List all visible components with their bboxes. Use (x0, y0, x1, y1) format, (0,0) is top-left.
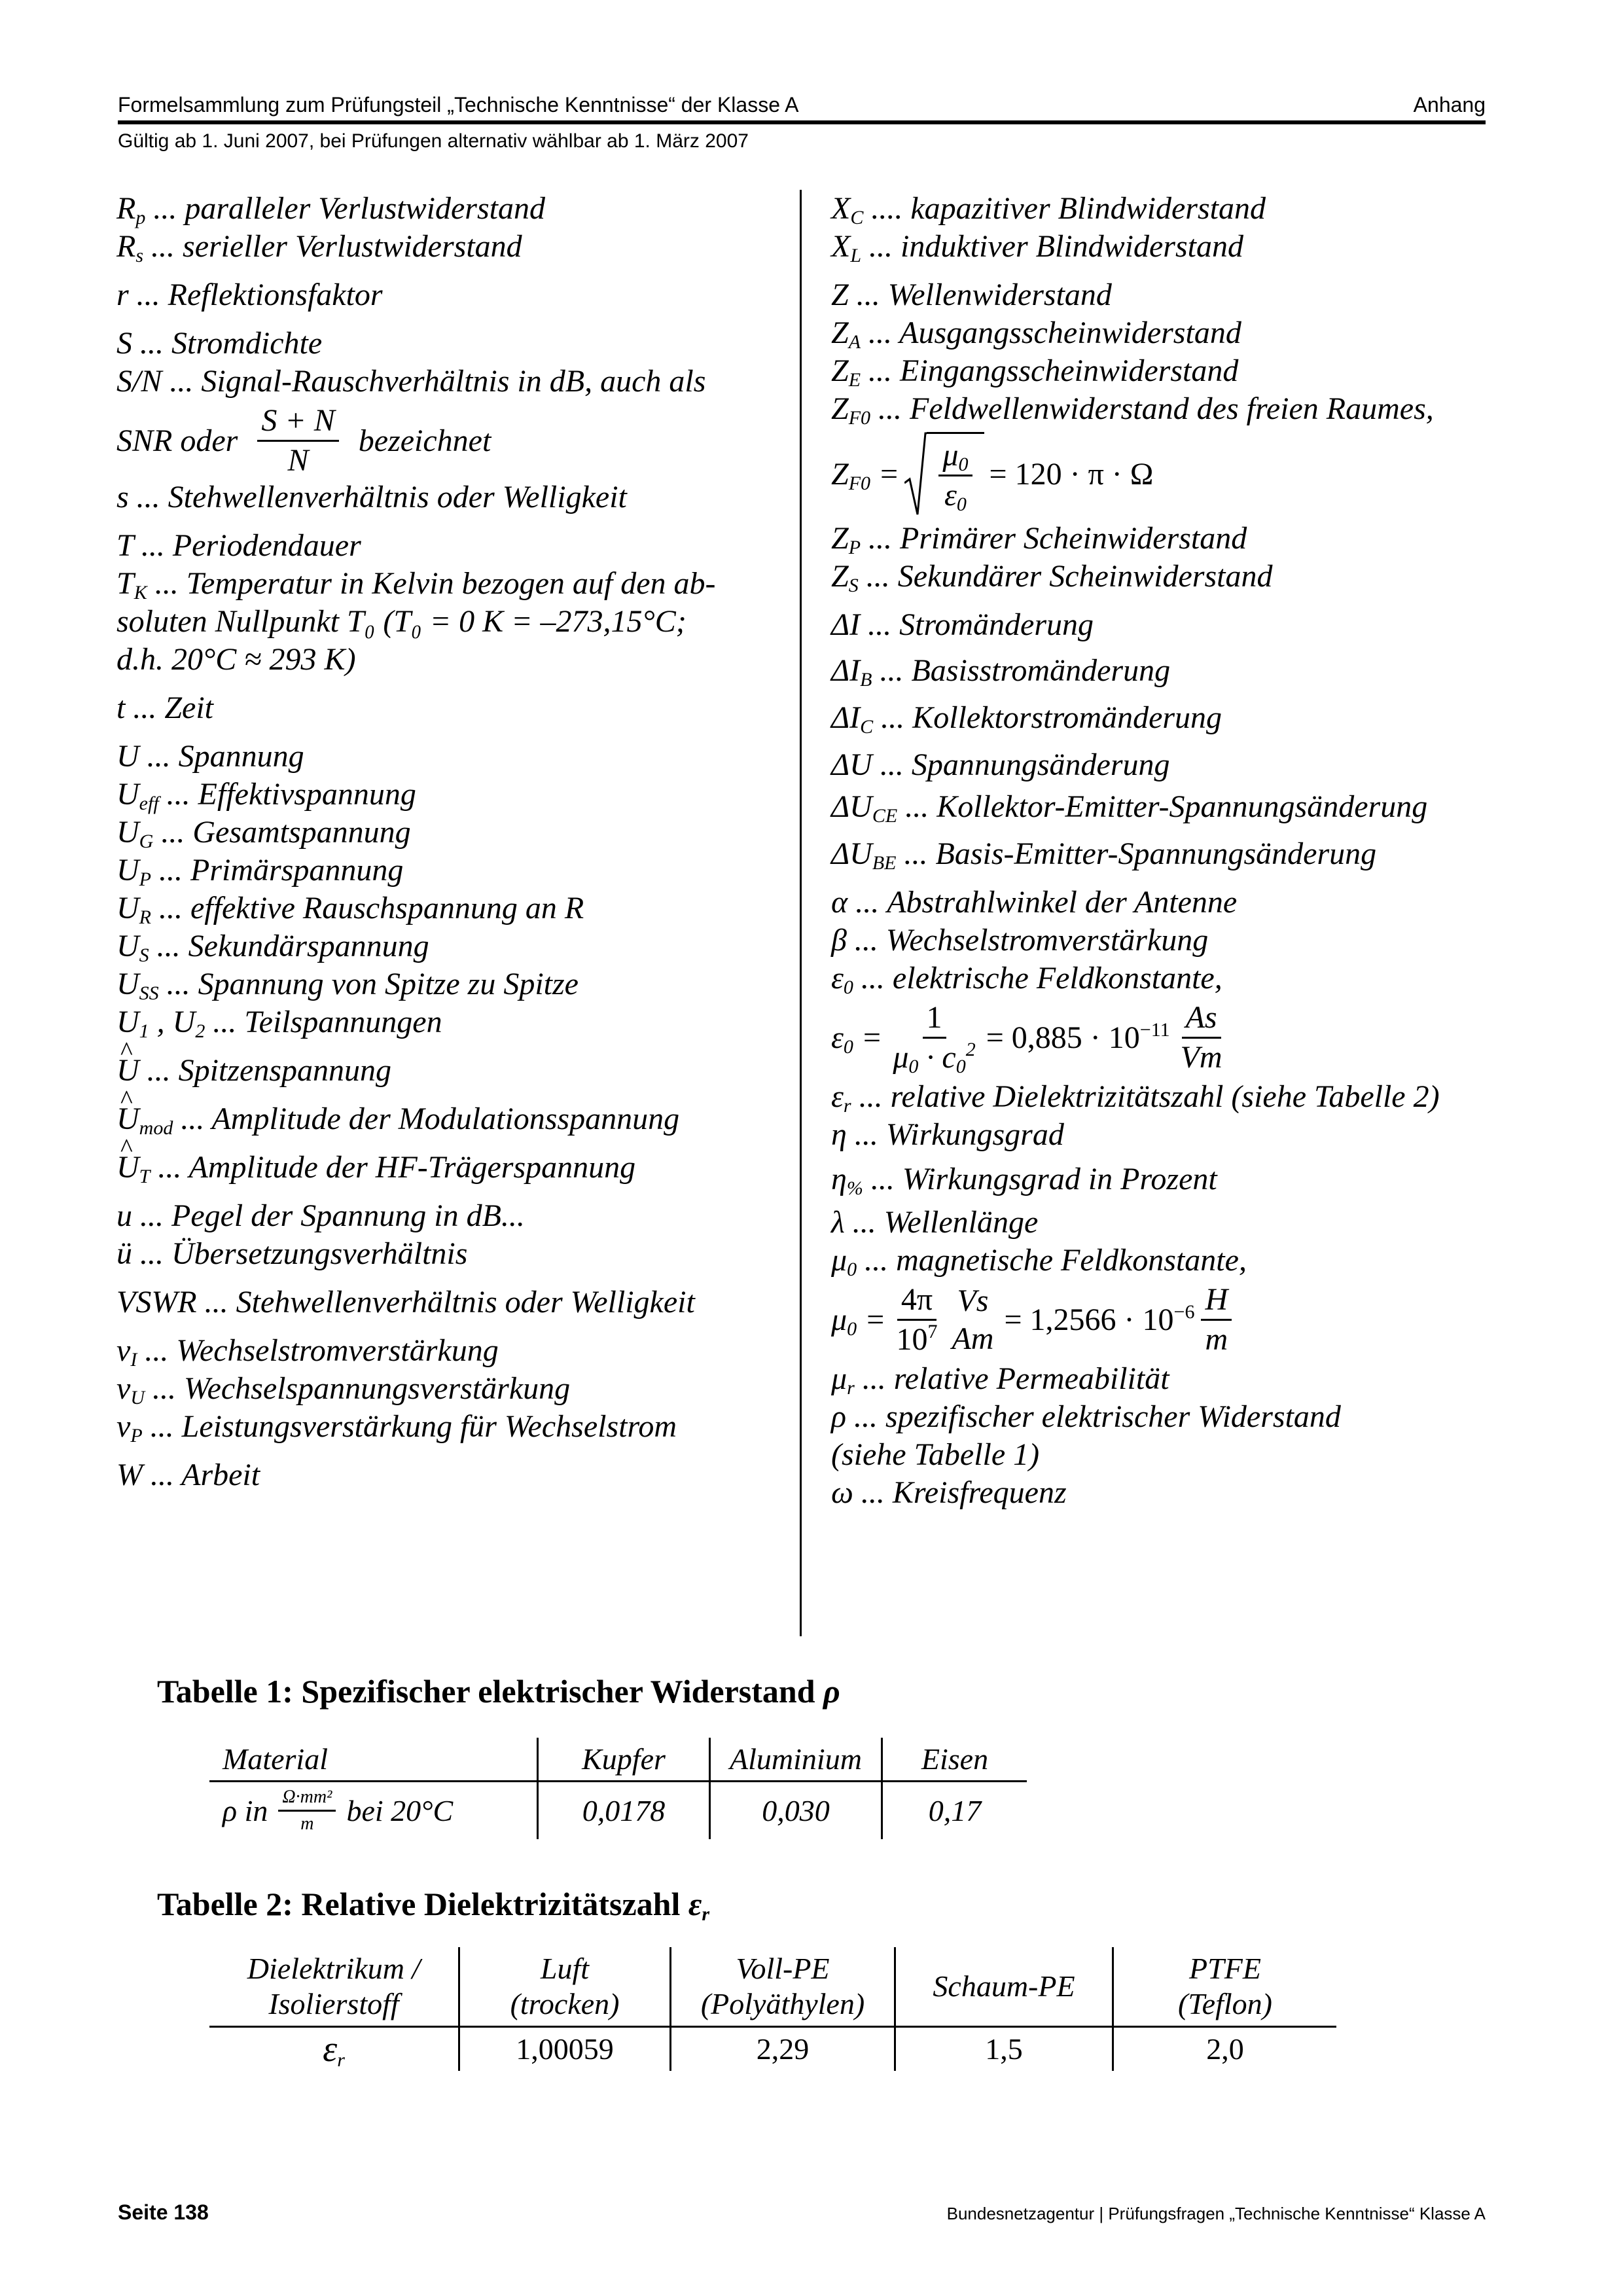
table2-header-ptfe: PTFE (Teflon) (1113, 1947, 1337, 2027)
table1-header-material: Material (209, 1738, 538, 1782)
table1-value-iron: 0,17 (882, 1782, 1027, 1840)
def-eta-pct: $\eta_{\%}$ ... Wirkungsgrad in Prozent (831, 1162, 1217, 1199)
page-number: Seite 138 (118, 2200, 209, 2224)
def-rp: $R_p$ ... paralleler Verlustwiderstand (116, 191, 545, 228)
def-ur: $U_R$ ... effektive Rauschspannung an R (116, 891, 584, 928)
def-s-current-density: S ... Stromdichte (116, 326, 323, 361)
def-delta-uce: $\Delta U_{CE}$ ... Kollektor-Emitter-Spannungsänderung (831, 789, 1428, 827)
def-rho-ref: (siehe Tabelle 1) (831, 1437, 1040, 1472)
eps0-formula: $\varepsilon_0$ = $\frac{1}{\mu_0 \cdot c_0^2}$ = $0,885 \cdot 10^{-11}$ $\frac{As}{Vm}$ (831, 1000, 1222, 1077)
table2-header-dielectric: Dielektrikum / Isolierstoff (209, 1947, 459, 2027)
def-xc: $X_C$ .... kapazitiver Blindwiderstand (831, 191, 1266, 228)
def-xl: $X_L$ ... induktiver Blindwiderstand (831, 229, 1243, 266)
table1-header-row (209, 1738, 1027, 1782)
table1-row-rho (209, 1782, 1027, 1840)
def-rs: $R_s$ ... serieller Verlustwiderstand (116, 229, 522, 266)
table2-header-row (209, 1947, 1336, 2027)
def-up: $U_P$ ... Primärspannung (116, 853, 404, 890)
def-delta-u: ΔU ... Spannungsänderung (831, 747, 1170, 782)
def-za: $Z_A$ ... Ausgangsscheinwiderstand (831, 315, 1241, 353)
table2-value-ptfe: 2,0 (1113, 2027, 1337, 2072)
document-title: Formelsammlung zum Prüfungsteil „Technische Kenntnisse“ der Klasse A (118, 93, 799, 117)
table2-value-air: 1,00059 (459, 2027, 671, 2072)
table2-header-voll-pe: Voll-PE (Polyäthylen) (671, 1947, 895, 2027)
def-zs: $Z_S$ ... Sekundärer Scheinwiderstand (831, 559, 1273, 596)
footer-org: Bundesnetzagentur | Prüfungsfragen „Technische Kenntnisse“ Klasse A (946, 2204, 1486, 2223)
def-vu: $v_U$ ... Wechselspannungsverstärkung (116, 1371, 571, 1408)
def-mur: $\mu_r$ ... relative Permeabilität (831, 1361, 1169, 1399)
def-t-period: T ... Periodendauer (116, 528, 361, 563)
zf0-formula: $Z_{F0}$ = $\frac{\mu_0}{\varepsilon_0}$ = 120 · π · Ω (831, 432, 1518, 517)
def-zp: $Z_P$ ... Primärer Scheinwiderstand (831, 521, 1247, 558)
def-alpha: α ... Abstrahlwinkel der Antenne (831, 885, 1238, 920)
table2-title: Tabelle 2: Relative Dielektrizitätszahl $\varepsilon_r$ (157, 1886, 710, 1925)
table2 (209, 1947, 1336, 2071)
def-mu0: $\mu_0$ ... magnetische Feldkonstante, (831, 1243, 1247, 1280)
def-lambda: λ ... Wellenlänge (831, 1205, 1039, 1240)
right-column (831, 190, 1518, 1512)
def-signal-noise: S/N ... Signal-Rauschverhältnis in dB, auch als (116, 364, 706, 399)
table1-row-label: ρ in $\frac{\text{Ω·mm²}}{m}$ bei 20°C (223, 1787, 454, 1834)
page-footer (118, 2200, 1486, 2225)
def-vi: $v_I$ ... Wechselstromverstärkung (116, 1333, 499, 1371)
mu0-formula: $\mu_0$ = $\frac{4\pi}{10^7}$ Vs Am = $1,2566 \cdot 10^{-6}$ $\frac{H}{m}$ (831, 1282, 1518, 1357)
def-tk: $T_K$ ... Temperatur in Kelvin bezogen auf den ab- (116, 566, 716, 603)
def-beta: β ... Wechselstromverstärkung (831, 923, 1209, 958)
def-epsr: $\varepsilon_r$ ... relative Dielektrizitätszahl (siehe Tabelle 2) (831, 1079, 1440, 1117)
table2-row-label: $\varepsilon_r$ (323, 2029, 345, 2071)
def-u-hat-mod: ^ $U_{mod}$ ... Amplitude der Modulationsspannung (116, 1100, 784, 1138)
def-ze: $Z_E$ ... Eingangsscheinwiderstand (831, 353, 1239, 391)
table1 (209, 1738, 1027, 1839)
sqrt-symbol: $\frac{\mu_0}{\varepsilon_0}$ (904, 432, 984, 517)
table2-value-schaum-pe: 1,5 (895, 2027, 1113, 2072)
def-ug: $U_G$ ... Gesamtspannung (116, 815, 411, 852)
def-r: r ... Reflektionsfaktor (116, 278, 383, 312)
table2-value-voll-pe: 2,29 (671, 2027, 895, 2072)
def-ueff: $U_{eff}$ ... Effektivspannung (116, 777, 416, 814)
def-delta-i: ΔI ... Stromänderung (831, 607, 1094, 642)
def-u-level: u ... Pegel der Spannung in dB... (116, 1198, 525, 1233)
def-rho: ρ ... spezifischer elektrischer Widerstand (831, 1399, 1341, 1434)
table1-header-iron: Eisen (882, 1738, 1027, 1782)
def-zf0: $Z_{F0}$ ... Feldwellenwiderstand des freien Raumes, (831, 391, 1434, 429)
def-ue: ü ... Übersetzungsverhältnis (116, 1236, 468, 1271)
def-omega: ω ... Kreisfrequenz (831, 1475, 1067, 1510)
def-u1-u2: $U_1$ , $U_2$ ... Teilspannungen (116, 1005, 442, 1042)
def-z: Z ... Wellenwiderstand (831, 278, 1112, 312)
def-vp: $v_P$ ... Leistungsverstärkung für Wechselstrom (116, 1409, 677, 1446)
def-uss: $U_{SS}$ ... Spannung von Spitze zu Spitze (116, 967, 579, 1004)
def-tk-line3: d.h. 20°C ≈ 293 K) (116, 642, 356, 677)
def-eta: η ... Wirkungsgrad (831, 1117, 1064, 1152)
def-t-time: t ... Zeit (116, 691, 214, 725)
column-divider (800, 190, 802, 1636)
table1-value-aluminium: 0,030 (710, 1782, 882, 1840)
def-delta-ib: $\Delta I_B$ ... Basisstromänderung (831, 653, 1171, 691)
section-label: Anhang (1413, 93, 1486, 117)
def-eps0: $\varepsilon_0$ ... elektrische Feldkonstante, (831, 961, 1222, 998)
def-w: W ... Arbeit (116, 1458, 260, 1492)
def-tk-line2: soluten Nullpunkt T₀ (T₀ = 0 K = –273,15°C; (116, 604, 687, 639)
table1-title: Tabelle 1: Spezifischer elektrischer Widerstand ρ (157, 1673, 840, 1710)
def-u: U ... Spannung (116, 739, 304, 774)
table1-header-copper: Kupfer (538, 1738, 710, 1782)
def-u-hat: ^ U ... Spitzenspannung (116, 1052, 784, 1090)
def-delta-ic: $\Delta I_C$ ... Kollektorstromänderung (831, 700, 1222, 738)
header-rule (118, 120, 1486, 124)
def-s-swr: s ... Stehwellenverhältnis oder Welligkeit (116, 480, 627, 514)
def-us: $U_S$ ... Sekundärspannung (116, 929, 429, 966)
def-delta-ube: $\Delta U_{BE}$ ... Basis-Emitter-Spannungsänderung (831, 836, 1377, 874)
table2-header-air: Luft (trocken) (459, 1947, 671, 2027)
left-column (116, 190, 784, 1494)
table2-row-epsr (209, 2027, 1336, 2072)
table2-header-schaum-pe: Schaum-PE (895, 1947, 1113, 2027)
def-vswr: VSWR ... Stehwellenverhältnis oder Welligkeit (116, 1285, 695, 1319)
table1-header-aluminium: Aluminium (710, 1738, 882, 1782)
table1-value-copper: 0,0178 (538, 1782, 710, 1840)
def-u-hat-t: ^ $U_T$ ... Amplitude der HF-Trägerspannung (116, 1149, 784, 1187)
page-header (118, 92, 1486, 154)
snr-formula: SNR oder $\frac{S + N}{N}$ bezeichnet (116, 403, 491, 478)
validity-note: Gültig ab 1. Juni 2007, bei Prüfungen alternativ wählbar ab 1. März 2007 (118, 130, 749, 152)
